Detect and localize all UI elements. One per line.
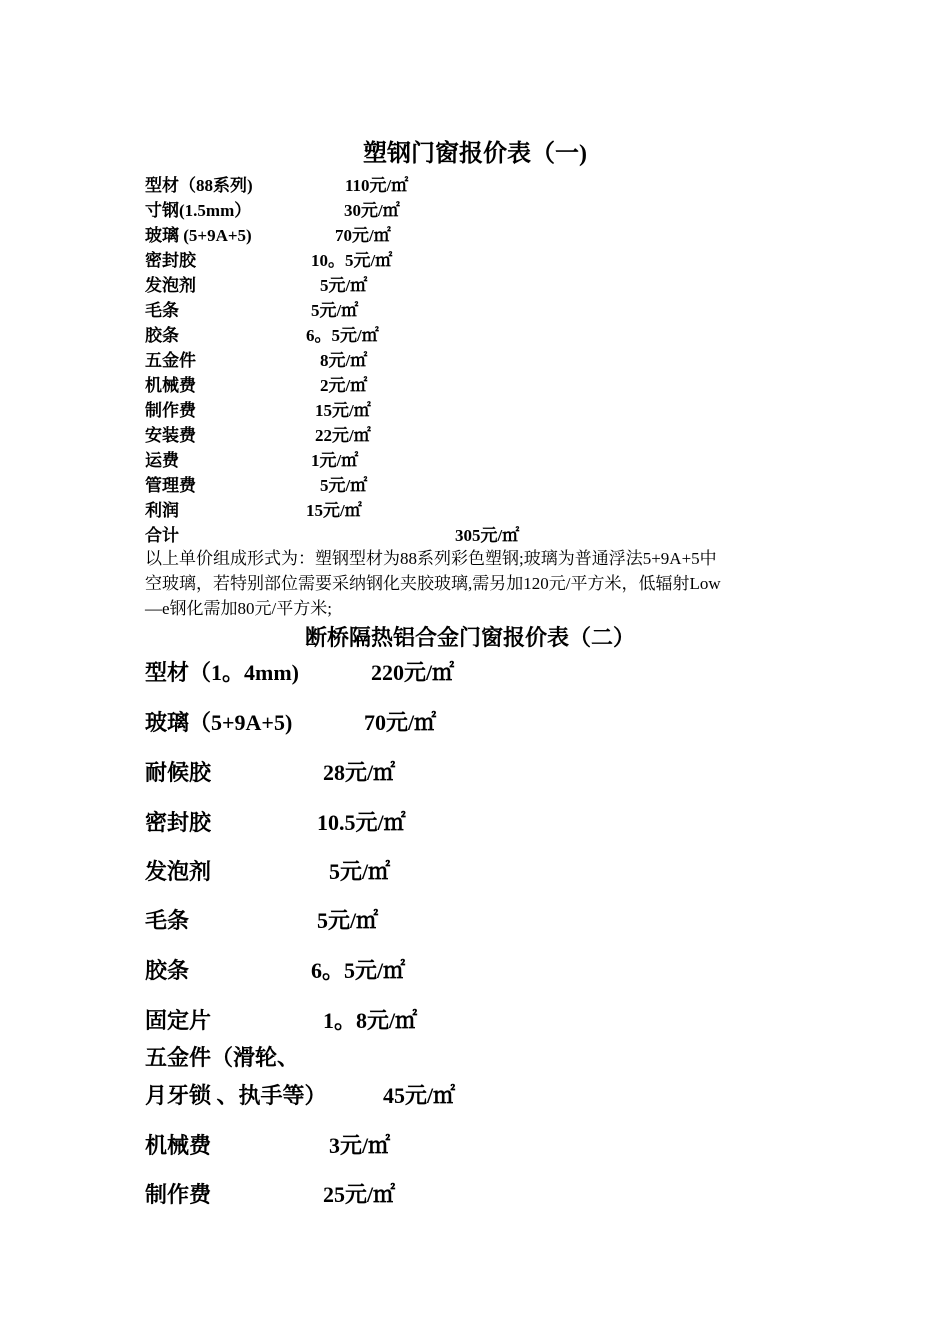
item-price: 45元/㎡ [383,1083,456,1108]
item-price: 5元/㎡ [320,276,368,295]
item-name: 胶条 [145,326,179,345]
total-price: 305元/㎡ [455,526,520,545]
item-price: 5元/㎡ [317,908,379,933]
item-price: 22元/㎡ [315,426,371,445]
item-name: 机械费 [145,1133,212,1158]
item-price: 6。5元/㎡ [306,326,379,345]
item-price: 5元/㎡ [311,301,359,320]
item-price: 10。5元/㎡ [311,251,393,270]
item-name: 利润 [145,501,179,520]
item-name: 型材（1。4mm) [145,660,299,685]
item-name: 固定片 [145,1008,212,1033]
item-name: 五金件 [145,351,196,370]
item-name: 寸钢(1.5mm） [145,201,252,220]
item-price: 28元/㎡ [323,760,396,785]
item-name: 月牙锁 、执手等） [145,1083,327,1108]
item-name: 发泡剂 [145,276,196,295]
table-1-title: 塑钢门窗报价表（一) [363,141,587,167]
item-name: 密封胶 [145,810,212,835]
item-price: 6。5元/㎡ [311,958,406,983]
item-name: 胶条 [145,958,190,983]
item-name: 毛条 [145,908,190,933]
total-label: 合计 [145,526,179,545]
item-price: 70元/㎡ [335,226,391,245]
item-price: 15元/㎡ [306,501,362,520]
item-name: 五金件（滑轮、 [145,1045,300,1070]
item-name: 制作费 [145,401,196,420]
item-name: 玻璃 (5+9A+5) [145,226,252,245]
item-name: 安装费 [145,426,196,445]
item-price: 15元/㎡ [315,401,371,420]
item-name: 毛条 [145,301,179,320]
item-price: 110元/㎡ [345,176,409,195]
pricing-note [145,546,815,621]
table-2-title: 断桥隔热铝合金门窗报价表（二） [304,625,635,650]
item-price: 220元/㎡ [371,660,455,685]
item-name: 发泡剂 [145,859,212,884]
item-name: 机械费 [145,376,196,395]
item-price: 1。8元/㎡ [323,1008,418,1033]
item-price: 5元/㎡ [329,859,391,884]
item-price: 10.5元/㎡ [317,810,406,835]
note-line: —e钢化需加80元/平方米; [145,599,332,618]
item-name: 耐候胶 [145,760,212,785]
item-price: 70元/㎡ [364,710,437,735]
item-name: 密封胶 [145,251,196,270]
note-line: 以上单价组成形式为：塑钢型材为88系列彩色塑钢;玻璃为普通浮法5+9A+5中 [145,549,717,568]
item-name: 制作费 [145,1182,212,1207]
item-name: 管理费 [145,476,196,495]
item-price: 30元/㎡ [344,201,400,220]
item-price: 3元/㎡ [329,1133,391,1158]
item-price: 2元/㎡ [320,376,368,395]
item-price: 25元/㎡ [323,1182,396,1207]
item-name: 型材（88系列) [145,176,253,195]
item-price: 8元/㎡ [320,351,368,370]
item-name: 运费 [145,451,179,470]
item-price: 1元/㎡ [311,451,359,470]
item-price: 5元/㎡ [320,476,368,495]
note-line: 空玻璃，若特别部位需要采纳钢化夹胶玻璃,需另加120元/平方米，低辐射Low [145,574,721,593]
item-name: 玻璃（5+9A+5) [145,710,293,735]
